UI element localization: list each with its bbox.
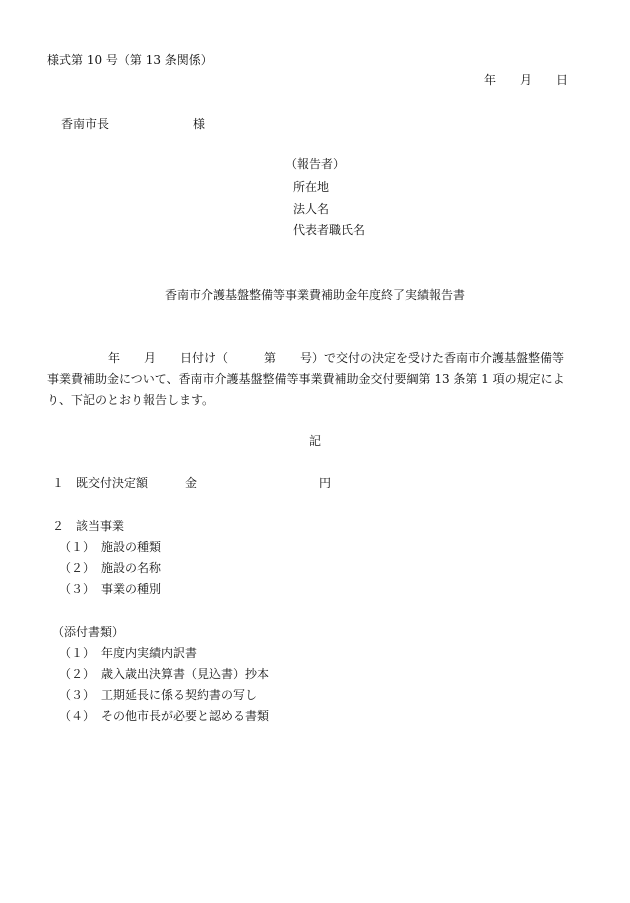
attachment-item: （２） 歳入歳出決算書（見込書）抄本 xyxy=(59,667,270,681)
item1-kin: 金 xyxy=(185,476,198,490)
item1-yen: 円 xyxy=(319,476,332,490)
item2-label: ２ 該当事業 xyxy=(52,519,125,533)
attachment-item: （４） その他市長が必要と認める書類 xyxy=(59,709,270,723)
addressee: 香南市長 様 xyxy=(61,117,206,131)
document-title: 香南市介護基盤整備等事業費補助金年度終了実績報告書 xyxy=(164,288,465,302)
item1-label: １ 既交付決定額 xyxy=(52,476,149,490)
reporter-address-label: 所在地 xyxy=(293,180,330,194)
attachment-item: （１） 年度内実績内訳書 xyxy=(59,646,198,660)
item2-sub: （２） 施設の名称 xyxy=(59,561,162,575)
attachments-heading: （添付書類） xyxy=(52,625,125,639)
reporter-heading: （報告者） xyxy=(285,157,346,171)
item2-sub: （１） 施設の種類 xyxy=(59,540,162,554)
body-line-3: り、下記のとおり報告します。 xyxy=(47,393,215,407)
body-line-2: 事業費補助金について、香南市介護基盤整備等事業費補助金交付要綱第 13 条第 1 項の規定によ xyxy=(47,372,565,386)
date-line: 年 月 日 xyxy=(484,73,569,87)
attachment-item: （３） 工期延長に係る契約書の写し xyxy=(59,688,258,702)
reporter-rep-label: 代表者職氏名 xyxy=(293,223,366,237)
ki-heading: 記 xyxy=(308,434,321,448)
body-line-1: 年 月 日付け（ 第 号）で交付の決定を受けた香南市介護基盤整備等 xyxy=(108,351,565,365)
form-label: 様式第 10 号（第 13 条関係） xyxy=(47,53,213,67)
item2-sub: （３） 事業の種別 xyxy=(59,582,162,596)
reporter-corp-label: 法人名 xyxy=(293,202,330,216)
